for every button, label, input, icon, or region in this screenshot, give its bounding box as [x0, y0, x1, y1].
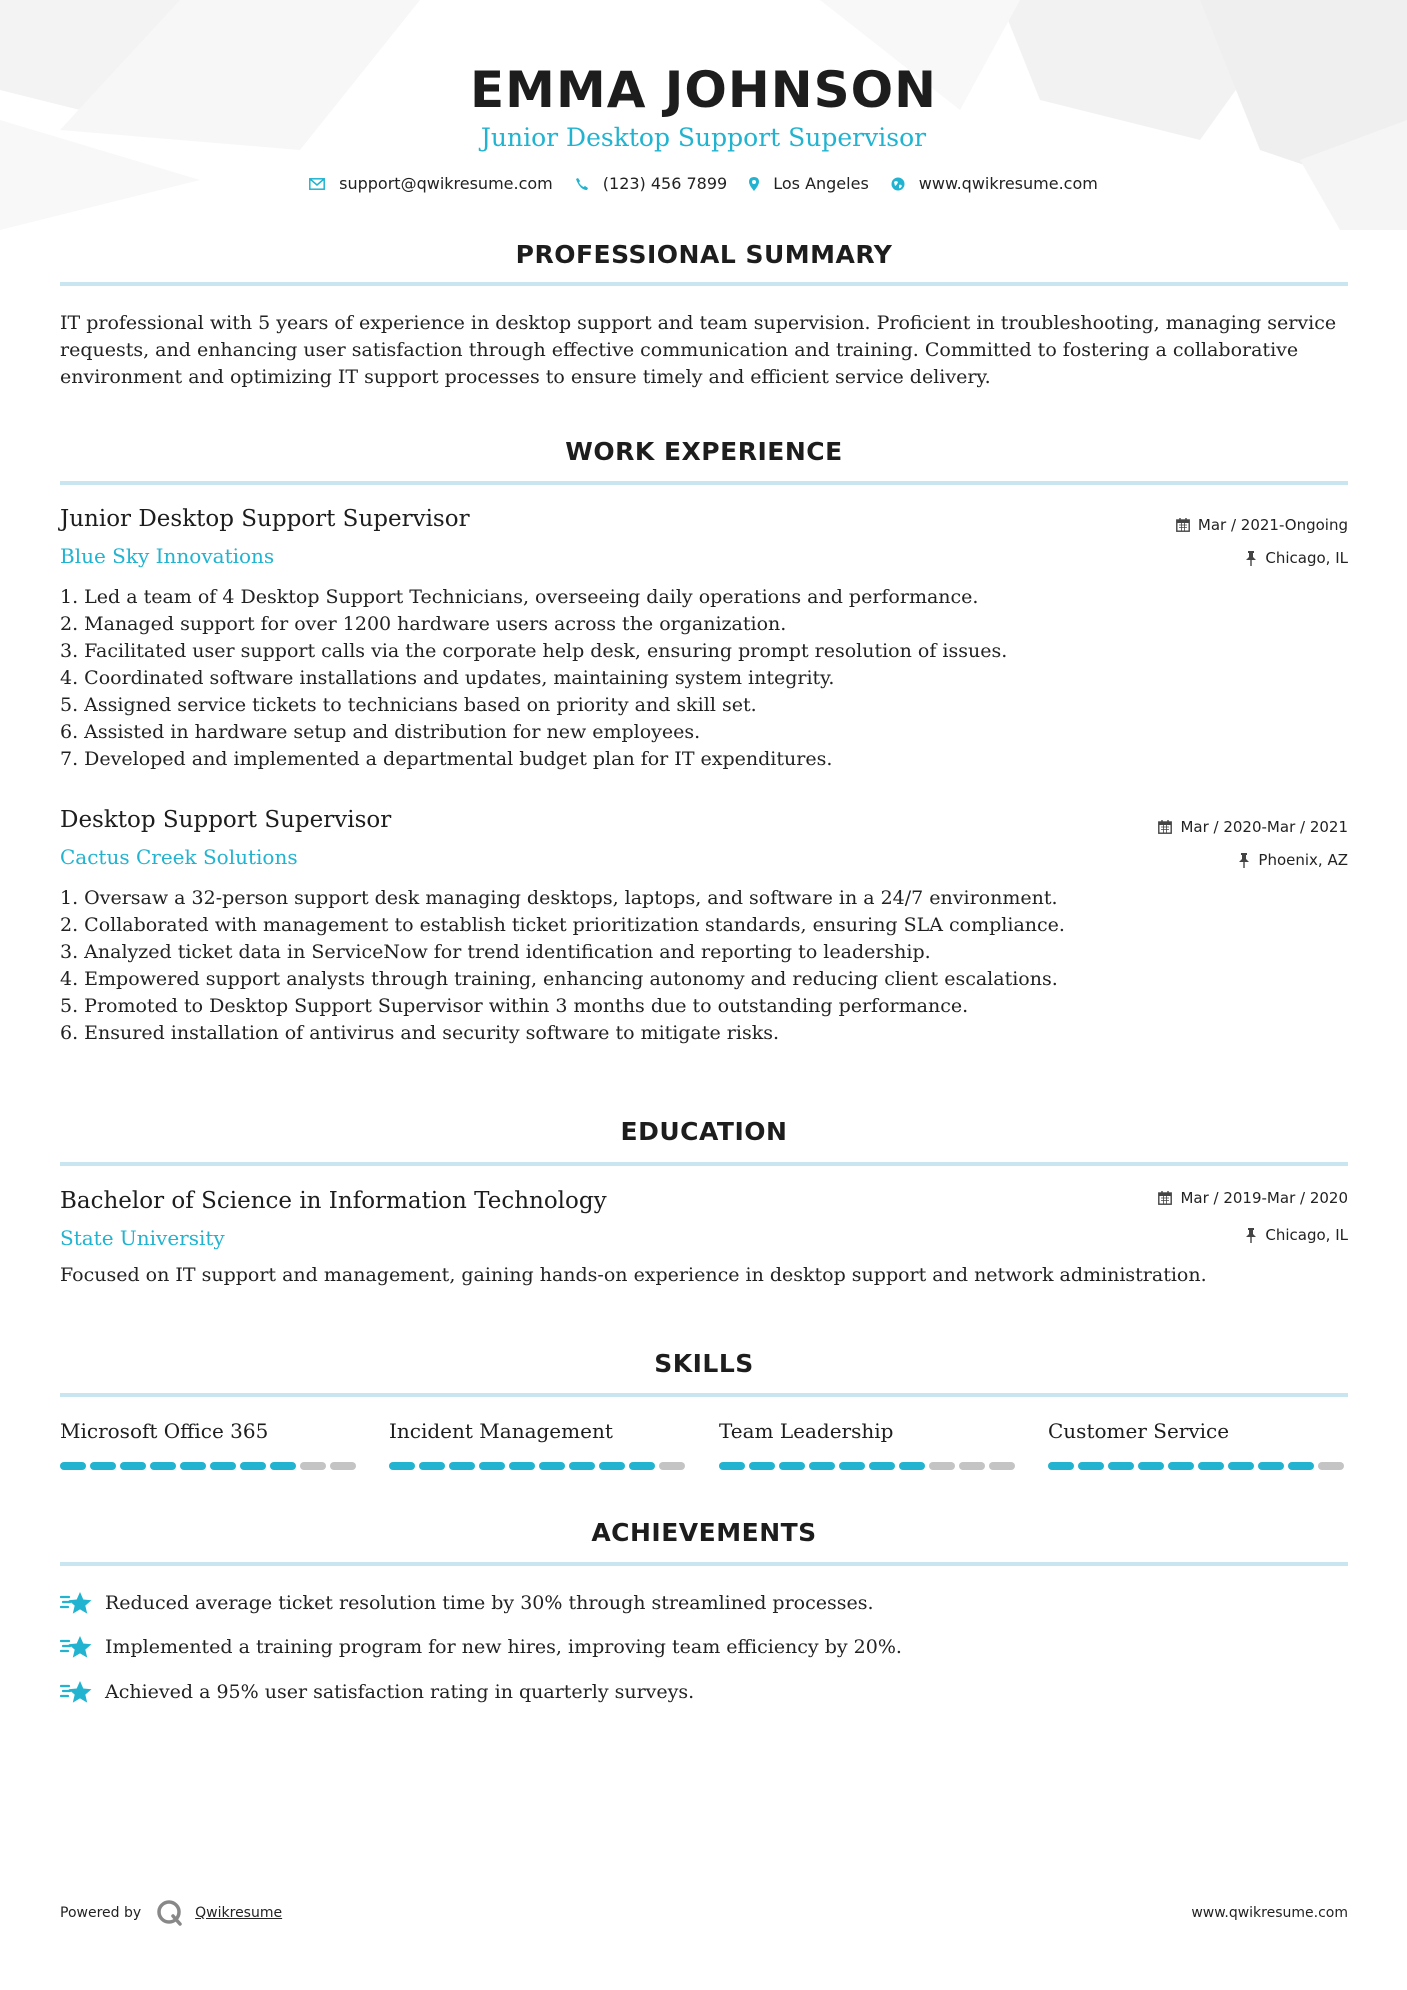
skill-segment-filled: [90, 1462, 116, 1470]
list-item: 1. Oversaw a 32-person support desk managing desktops, laptops, and software in a 24/7 environment.: [60, 887, 1058, 909]
skill-item: [60, 1418, 360, 1470]
achievement-text: Achieved a 95% user satisfaction rating in quarterly surveys.: [105, 1681, 695, 1703]
list-item: 7. Developed and implemented a departmental budget plan for IT expenditures.: [60, 748, 833, 770]
skill-segment-filled: [1048, 1462, 1074, 1470]
education-location-text: Chicago, IL: [1265, 1226, 1348, 1244]
list-item: 2. Collaborated with management to establish ticket prioritization standards, ensuring SLA compliance.: [60, 914, 1065, 936]
education-title: EDUCATION: [620, 1117, 788, 1146]
school-name: State University: [60, 1226, 225, 1250]
skill-segment-filled: [479, 1462, 505, 1470]
education-location: [1245, 1226, 1348, 1244]
skill-segment-empty: [1318, 1462, 1344, 1470]
list-item: 4. Empowered support analysts through training, enhancing autonomy and reducing client escalations.: [60, 968, 1058, 990]
skill-segment-empty: [300, 1462, 326, 1470]
list-item: 6. Ensured installation of antivirus and security software to mitigate risks.: [60, 1022, 779, 1044]
list-item: 2. Managed support for over 1200 hardware users across the organization.: [60, 613, 787, 635]
achievement-item: [60, 1633, 902, 1661]
job-dates: [1158, 818, 1348, 836]
skill-name: Customer Service: [1048, 1419, 1230, 1443]
contact-website-text: www.qwikresume.com: [918, 174, 1098, 193]
achievements-title: ACHIEVEMENTS: [591, 1518, 817, 1547]
skill-segment-filled: [899, 1462, 925, 1470]
skill-item: [719, 1418, 1019, 1470]
job-responsibilities: [60, 584, 1350, 773]
skill-segment-filled: [869, 1462, 895, 1470]
achievement-item: [60, 1678, 694, 1706]
star-icon: [60, 1589, 93, 1617]
skill-item: [1048, 1418, 1348, 1470]
list-item: 3. Analyzed ticket data in ServiceNow for trend identification and reporting to leadership.: [60, 941, 931, 963]
degree-title: Bachelor of Science in Information Technology: [60, 1188, 607, 1214]
skill-segment-filled: [809, 1462, 835, 1470]
skill-segment-filled: [1198, 1462, 1224, 1470]
education-description: Focused on IT support and management, gaining hands-on experience in desktop support and network administration.: [60, 1264, 1207, 1286]
summary-divider: [60, 282, 1348, 286]
list-item: 5. Promoted to Desktop Support Supervisor within 3 months due to outstanding performance.: [60, 995, 969, 1017]
job-location: [1245, 549, 1348, 567]
achievement-text: Reduced average ticket resolution time by 30% through streamlined processes.: [105, 1592, 874, 1614]
job-location-text: Phoenix, AZ: [1258, 851, 1348, 869]
job-dates-text: Mar / 2020-Mar / 2021: [1180, 818, 1348, 836]
calendar-icon: [1158, 820, 1172, 834]
skill-segment-filled: [270, 1462, 296, 1470]
job-location-text: Chicago, IL: [1265, 549, 1348, 567]
list-item: 5. Assigned service tickets to technicians based on priority and skill set.: [60, 694, 757, 716]
skill-item: [389, 1418, 689, 1470]
envelope-icon: [309, 178, 325, 190]
footer-powered-by: [60, 1898, 282, 1928]
job-title: Desktop Support Supervisor: [60, 807, 392, 833]
skill-segment-filled: [180, 1462, 206, 1470]
list-item: 6. Assisted in hardware setup and distribution for new employees.: [60, 721, 701, 743]
contact-website[interactable]: [891, 174, 1098, 193]
skill-name: Incident Management: [389, 1419, 613, 1443]
skill-segment-filled: [1258, 1462, 1284, 1470]
candidate-name: EMMA JOHNSON: [470, 61, 937, 119]
contact-bar: [0, 174, 1407, 193]
job-title: Junior Desktop Support Supervisor: [60, 506, 470, 532]
pushpin-icon: [1238, 853, 1250, 868]
contact-location: [749, 174, 869, 193]
skill-segment-filled: [120, 1462, 146, 1470]
phone-icon: [575, 177, 589, 191]
skill-segment-filled: [839, 1462, 865, 1470]
skill-segment-filled: [419, 1462, 445, 1470]
skills-divider: [60, 1393, 1348, 1397]
resume-header: [0, 58, 1407, 154]
star-icon: [60, 1678, 93, 1706]
skill-segment-filled: [749, 1462, 775, 1470]
skill-segment-filled: [719, 1462, 745, 1470]
pushpin-icon: [1245, 551, 1257, 566]
job-dates: [1176, 516, 1348, 534]
education-divider: [60, 1162, 1348, 1166]
pushpin-icon: [1245, 1228, 1257, 1243]
contact-location-text: Los Angeles: [773, 174, 869, 193]
list-item: 4. Coordinated software installations and updates, maintaining system integrity.: [60, 667, 835, 689]
skill-segment-empty: [989, 1462, 1015, 1470]
list-item: 3. Facilitated user support calls via the corporate help desk, ensuring prompt resolution of issues.: [60, 640, 1008, 662]
contact-email[interactable]: [309, 174, 553, 193]
skill-segment-filled: [150, 1462, 176, 1470]
achievement-item: [60, 1589, 874, 1617]
skill-segment-filled: [1078, 1462, 1104, 1470]
qwikresume-logo-icon: [155, 1898, 185, 1928]
education-dates: [1158, 1189, 1348, 1207]
star-icon: [60, 1633, 93, 1661]
achievement-text: Implemented a training program for new hires, improving team efficiency by 20%.: [105, 1636, 902, 1658]
job-dates-text: Mar / 2021-Ongoing: [1197, 516, 1348, 534]
education-dates-text: Mar / 2019-Mar / 2020: [1180, 1189, 1348, 1207]
skills-title: SKILLS: [654, 1349, 754, 1378]
powered-by-label: Powered by: [60, 1905, 142, 1921]
skill-segment-empty: [959, 1462, 985, 1470]
map-pin-icon: [749, 177, 759, 191]
skill-level-bar: [389, 1462, 689, 1470]
company-name: Cactus Creek Solutions: [60, 845, 298, 869]
summary-title: PROFESSIONAL SUMMARY: [515, 240, 893, 269]
skill-segment-empty: [929, 1462, 955, 1470]
skill-level-bar: [719, 1462, 1019, 1470]
skill-segment-filled: [509, 1462, 535, 1470]
skill-segment-filled: [1138, 1462, 1164, 1470]
contact-phone-text: (123) 456 7899: [602, 174, 728, 193]
skill-segment-filled: [539, 1462, 565, 1470]
skill-segment-filled: [569, 1462, 595, 1470]
skill-segment-filled: [629, 1462, 655, 1470]
footer-website[interactable]: www.qwikresume.com: [1191, 1905, 1348, 1921]
company-name: Blue Sky Innovations: [60, 544, 275, 568]
calendar-icon: [1176, 518, 1190, 532]
candidate-role: Junior Desktop Support Supervisor: [480, 123, 927, 152]
qwikresume-link[interactable]: Qwikresume: [195, 1905, 283, 1921]
skill-segment-empty: [330, 1462, 356, 1470]
experience-title: WORK EXPERIENCE: [565, 437, 843, 466]
achievements-divider: [60, 1562, 1348, 1566]
skill-segment-filled: [1228, 1462, 1254, 1470]
summary-text: IT professional with 5 years of experience in desktop support and team supervision. Proficient in troubleshooting, managing service requests, and enhancing user satisfaction through effective communication and training. Committed to fostering a collaborative environment and optimizing IT support processes to ensure timely and efficient service delivery.: [60, 312, 1337, 388]
calendar-icon: [1158, 1191, 1172, 1205]
skill-segment-empty: [659, 1462, 685, 1470]
globe-icon: [891, 177, 905, 191]
job-responsibilities: [60, 885, 1350, 1047]
skill-segment-filled: [779, 1462, 805, 1470]
skill-name: Microsoft Office 365: [60, 1419, 269, 1443]
skill-level-bar: [60, 1462, 360, 1470]
skill-segment-filled: [1288, 1462, 1314, 1470]
contact-phone[interactable]: [575, 174, 727, 193]
skill-segment-filled: [599, 1462, 625, 1470]
job-location: [1238, 851, 1348, 869]
skill-segment-filled: [1168, 1462, 1194, 1470]
skill-segment-filled: [389, 1462, 415, 1470]
skill-level-bar: [1048, 1462, 1348, 1470]
contact-email-text: support@qwikresume.com: [339, 174, 553, 193]
experience-divider: [60, 481, 1348, 485]
skill-segment-filled: [210, 1462, 236, 1470]
list-item: 1. Led a team of 4 Desktop Support Technicians, overseeing daily operations and performance.: [60, 586, 979, 608]
skill-segment-filled: [449, 1462, 475, 1470]
skill-name: Team Leadership: [719, 1419, 894, 1443]
skill-segment-filled: [60, 1462, 86, 1470]
skill-segment-filled: [240, 1462, 266, 1470]
skill-segment-filled: [1108, 1462, 1134, 1470]
